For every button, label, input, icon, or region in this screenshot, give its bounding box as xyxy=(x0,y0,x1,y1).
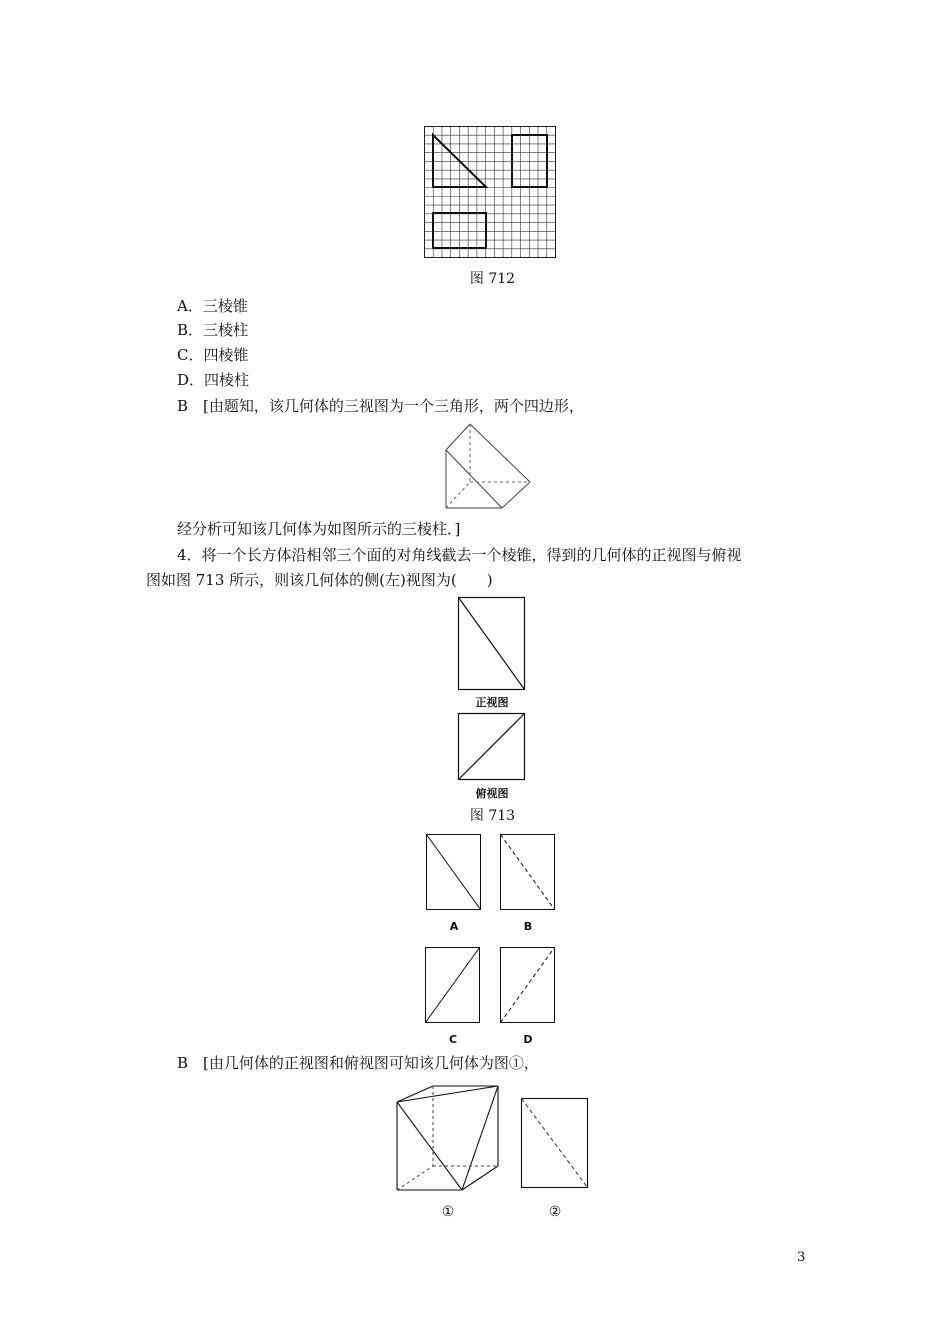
question-4-stem-line1: 4．将一个长方体沿相邻三个面的对角线截去一个棱锥，得到的几何体的正视图与俯视 xyxy=(177,546,742,564)
answer-explanation-4: B [由几何体的正视图和俯视图可知该几何体为图①， xyxy=(177,1054,539,1072)
choice-d-figure xyxy=(500,947,556,1024)
solid-figure-1 xyxy=(394,1082,502,1194)
prism-illustration xyxy=(440,420,535,510)
choice-a-figure xyxy=(426,834,482,911)
figure-1-label: ① xyxy=(441,1204,455,1220)
choice-b-label: B xyxy=(523,920,533,933)
choice-c-label: C xyxy=(448,1033,458,1046)
top-view-label: 俯视图 xyxy=(475,787,509,800)
question-4-stem-line2: 图如图 713 所示，则该几何体的侧(左)视图为( ) xyxy=(146,571,493,589)
answer-explanation-3: B [由题知，该几何体的三视图为一个三角形，两个四边形， xyxy=(177,397,584,415)
top-view xyxy=(458,713,526,781)
option-d: D．四棱柱 xyxy=(177,371,250,389)
front-view-label: 正视图 xyxy=(475,696,509,709)
option-c: C．四棱锥 xyxy=(177,346,249,364)
answer-conclusion-3: 经分析可知该几何体为如图所示的三棱柱．] xyxy=(177,520,461,538)
figure-2-label: ② xyxy=(548,1204,562,1220)
option-a: A．三棱锥 xyxy=(177,297,248,315)
solid-figure-2 xyxy=(521,1098,589,1189)
figure-713-caption: 图 713 xyxy=(469,808,516,824)
choice-a-label: A xyxy=(449,920,459,933)
choice-c-figure xyxy=(425,947,481,1024)
option-b: B．三棱柱 xyxy=(177,321,249,339)
front-view xyxy=(458,597,526,691)
figure-712-caption: 图 712 xyxy=(469,271,516,287)
choice-d-label: D xyxy=(523,1033,533,1046)
choice-b-figure xyxy=(500,834,556,911)
figure-712-grid xyxy=(424,126,557,259)
page-number: 3 xyxy=(797,1250,806,1265)
